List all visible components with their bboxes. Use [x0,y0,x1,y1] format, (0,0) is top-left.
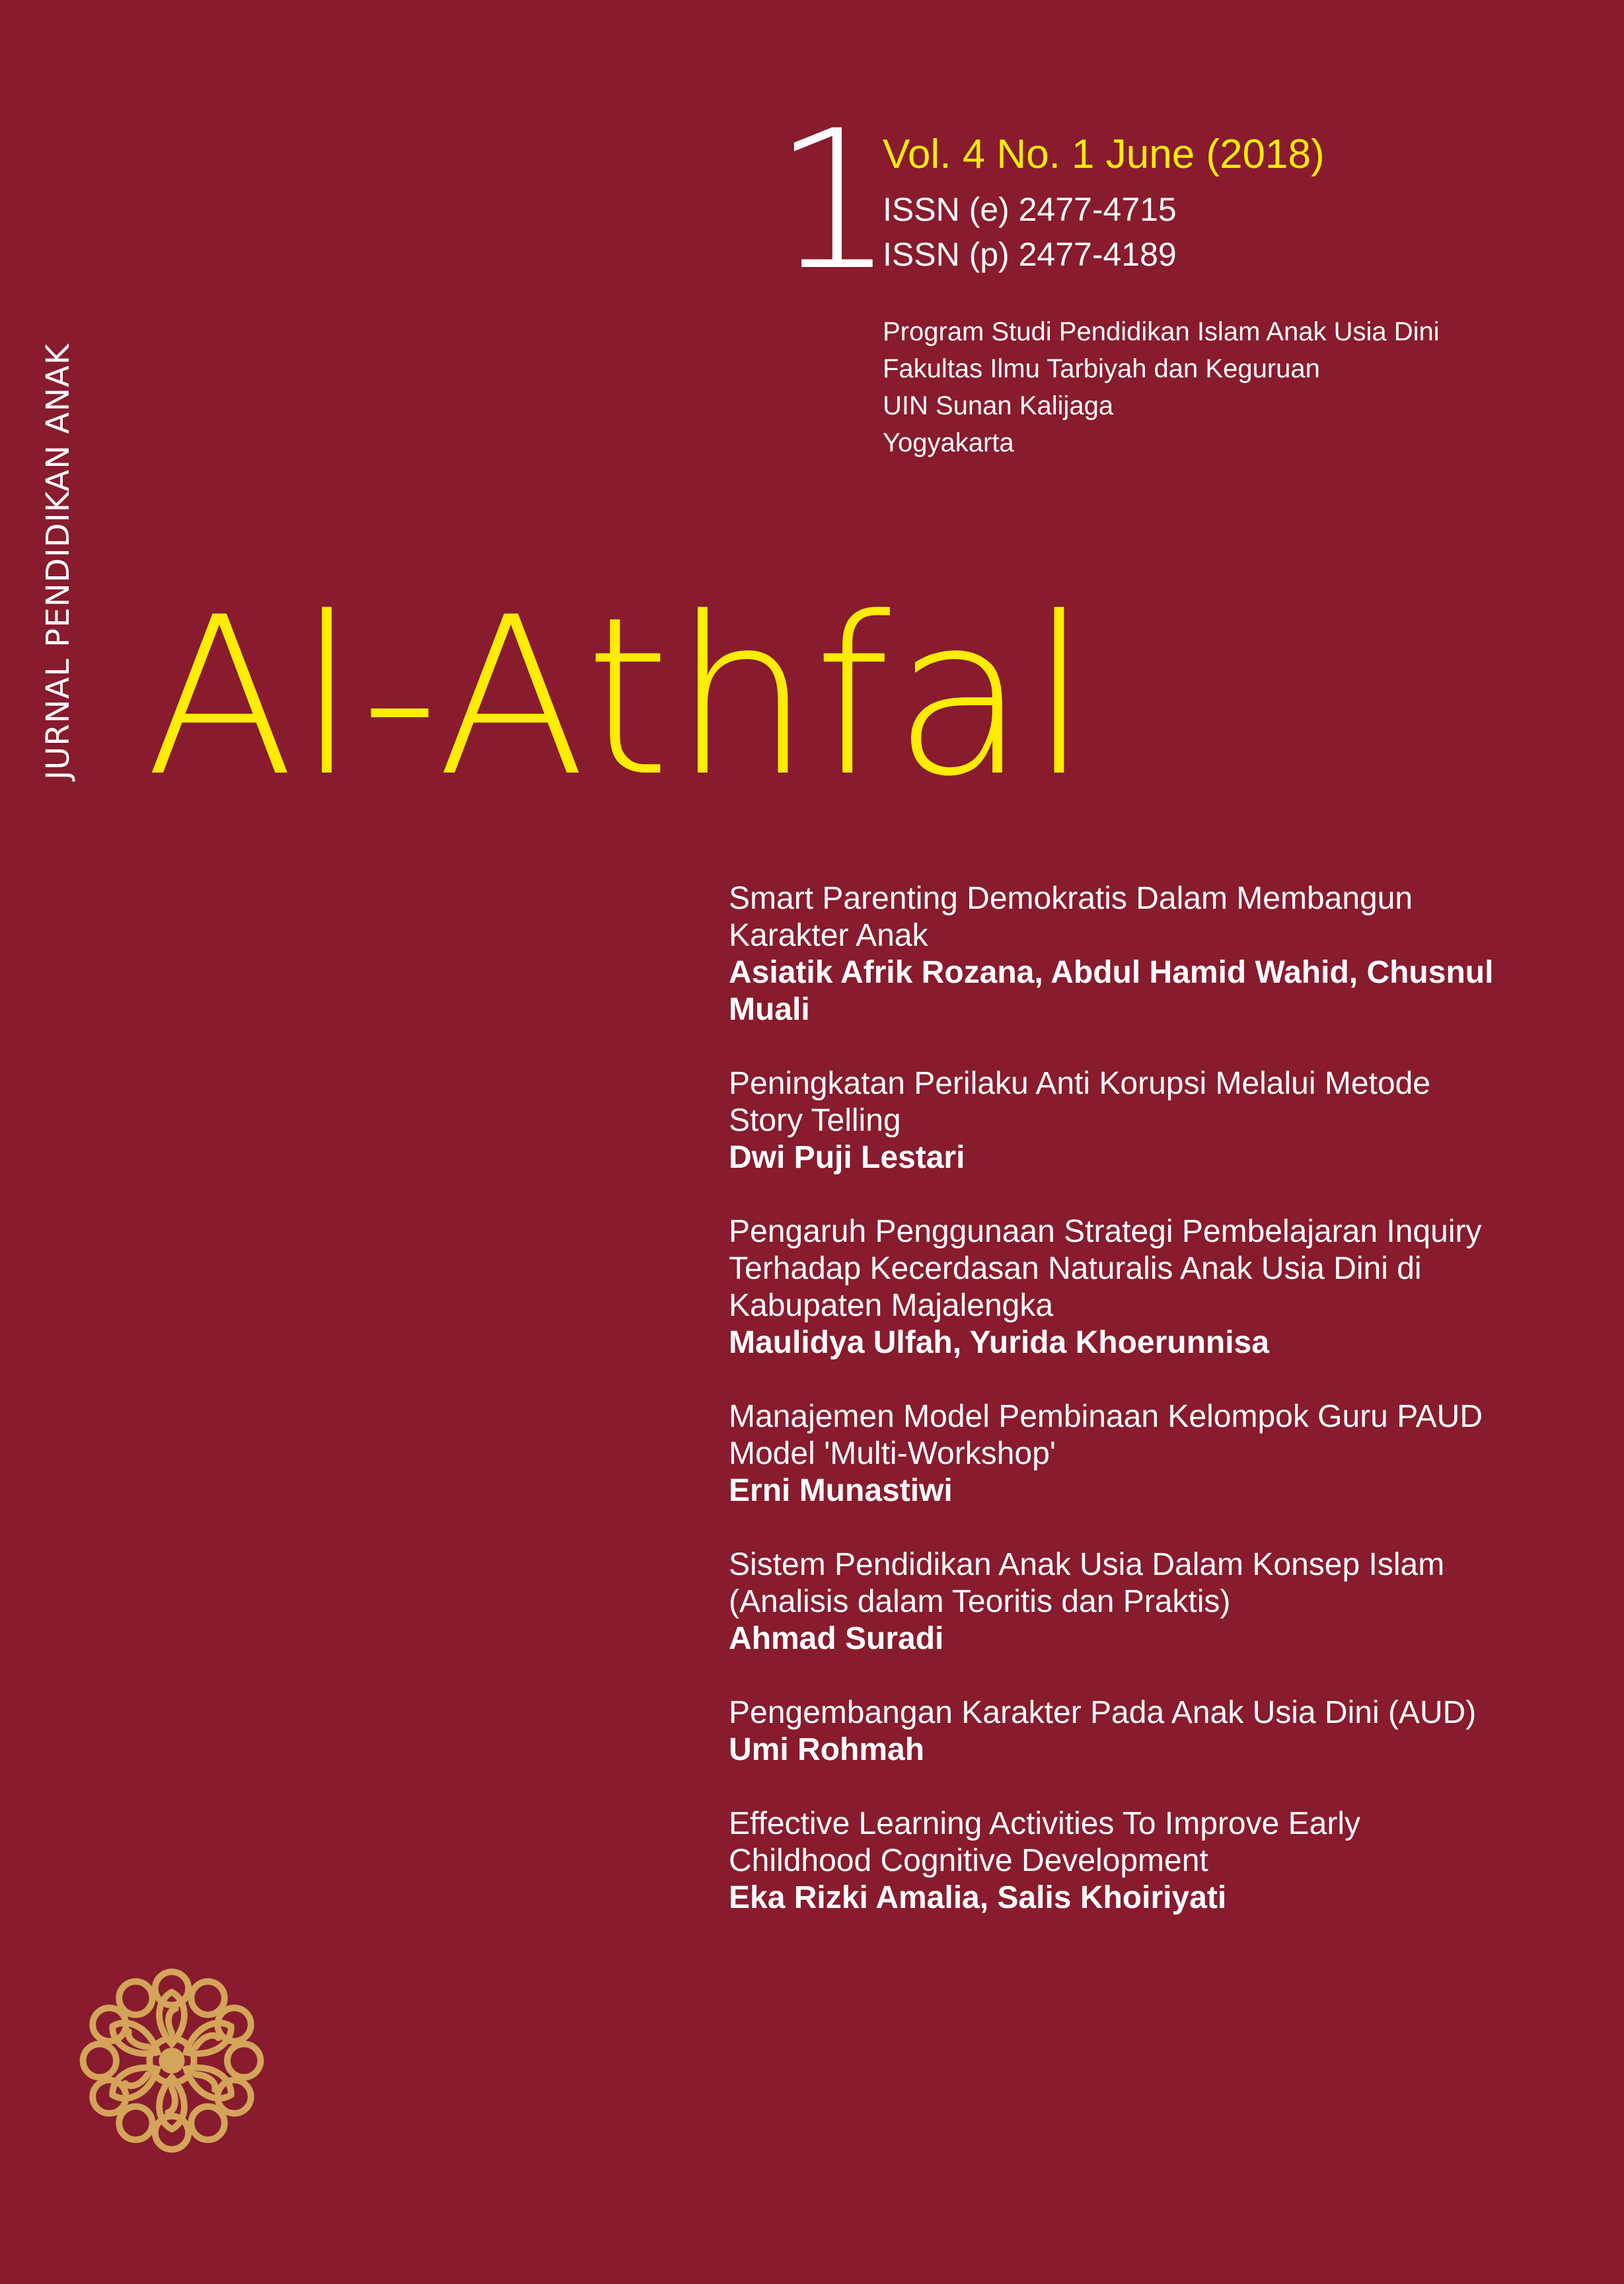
article-entry [729,1694,1588,1769]
institution-block [883,313,1440,461]
article-authors-line: Umi Rohmah [729,1732,925,1767]
article-title-line: Terhadap Kecerdasan Naturalis Anak Usia Dini di [729,1251,1422,1286]
article-entry [729,1806,1588,1917]
article-title-line: Sistem Pendidikan Anak Usia Dalam Konsep Islam [729,1547,1445,1582]
article-entry [729,1065,1588,1176]
article-list [729,880,1588,1954]
article-title-line: Model 'Multi-Workshop' [729,1436,1056,1471]
article-title-line: Peningkatan Perilaku Anti Korupsi Melalui Metode [729,1066,1430,1101]
article-authors-line: Erni Munastiwi [729,1473,953,1508]
article-entry [729,1546,1588,1657]
article-title-line: (Analisis dalam Teoritis dan Praktis) [729,1584,1231,1619]
article-title-line: Smart Parenting Demokratis Dalam Membangun [729,881,1413,916]
journal-vertical-label: JURNAL PENDIDIKAN ANAK [40,343,77,780]
article-title-line: Pengaruh Penggunaan Strategi Pembelajaran Inquiry [729,1214,1482,1249]
journal-title: Al-Athfal [145,570,1093,824]
article-entry [729,880,1588,1028]
article-authors-line: Maulidya Ulfah, Yurida Khoerunnisa [729,1325,1269,1360]
article-title-line: Kabupaten Majalengka [729,1288,1054,1323]
article-authors-line: Muali [729,992,810,1027]
article-title-line: Effective Learning Activities To Improve Early [729,1806,1361,1841]
article-title-line: Manajemen Model Pembinaan Kelompok Guru PAUD [729,1399,1483,1434]
article-authors-line: Dwi Puji Lestari [729,1140,965,1175]
institution-line: UIN Sunan Kalijaga [883,391,1114,420]
issn-electronic: ISSN (e) 2477-4715 [883,191,1177,228]
issn-print: ISSN (p) 2477-4189 [883,236,1177,273]
floral-ornament-icon [79,1968,264,2153]
article-title-line: Childhood Cognitive Development [729,1843,1208,1878]
article-title-line: Karakter Anak [729,918,928,953]
institution-line: Fakultas Ilmu Tarbiyah dan Keguruan [883,354,1320,383]
article-title-line: Pengembangan Karakter Pada Anak Usia Dini (AUD) [729,1695,1477,1730]
article-authors-line: Eka Rizki Amalia, Salis Khoiriyati [729,1880,1227,1915]
article-authors-line: Asiatik Afrik Rozana, Abdul Hamid Wahid, Chusnul [729,955,1494,990]
volume-line: Vol. 4 No. 1 June (2018) [883,132,1325,177]
issue-number: 1 [773,90,895,313]
article-title-line: Story Telling [729,1103,901,1138]
institution-line: Program Studi Pendidikan Islam Anak Usia Dini [883,317,1440,346]
article-entry [729,1213,1588,1361]
article-authors-line: Ahmad Suradi [729,1621,944,1656]
institution-line: Yogyakarta [883,428,1014,457]
article-entry [729,1398,1588,1509]
